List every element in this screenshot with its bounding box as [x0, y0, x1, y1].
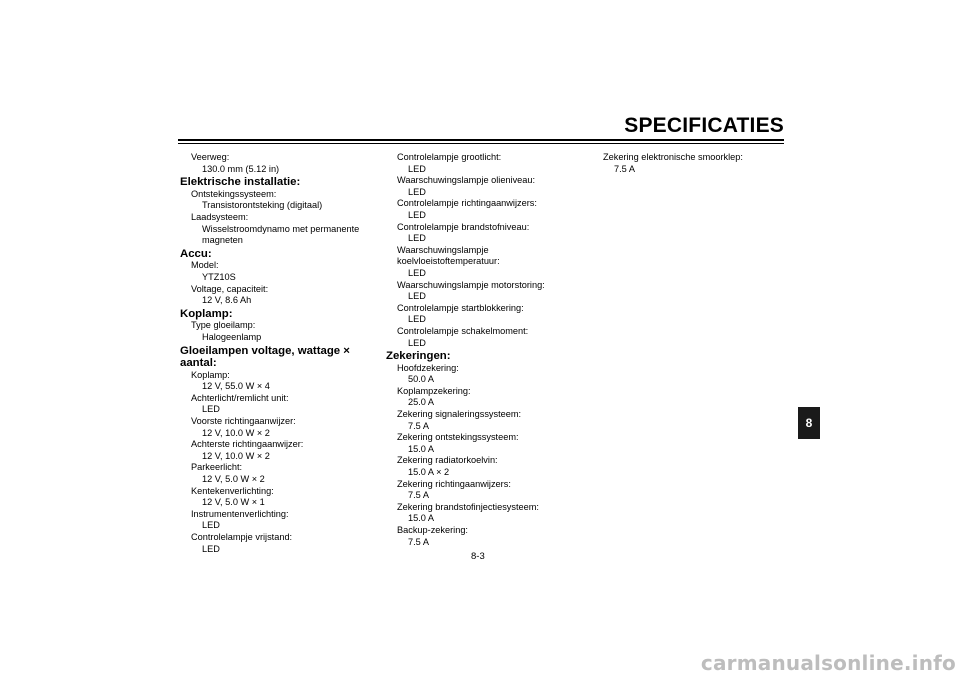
- spec-label: Model:: [191, 260, 219, 271]
- section-heading: Zekeringen:: [386, 350, 451, 363]
- spec-label: Zekering richtingaanwijzers:: [397, 478, 511, 489]
- header-rule-thick: [178, 139, 784, 141]
- spec-value: LED: [202, 520, 220, 531]
- spec-value: LED: [408, 314, 426, 325]
- spec-label: Voltage, capaciteit:: [191, 283, 269, 294]
- spec-label: Kentekenverlichting:: [191, 485, 274, 496]
- watermark: carmanualsonline.info: [700, 651, 956, 675]
- spec-label: Instrumentenverlichting:: [191, 508, 289, 519]
- chapter-tab: 8: [798, 407, 820, 439]
- spec-label: Waarschuwingslampje olieniveau:: [397, 175, 536, 186]
- spec-value: 12 V, 10.0 W × 2: [202, 450, 270, 461]
- spec-value: 12 V, 10.0 W × 2: [202, 427, 270, 438]
- spec-label: Controlelampje vrijstand:: [191, 532, 293, 542]
- spec-value: LED: [202, 404, 220, 415]
- spec-value: LED: [408, 209, 426, 220]
- spec-label: Hoofdzekering:: [397, 362, 459, 373]
- spec-label: koelvloeistoftemperatuur:: [397, 256, 500, 267]
- spec-label: Type gloeilamp:: [191, 320, 256, 331]
- spec-value: YTZ10S: [202, 271, 236, 282]
- spec-label: Achterlicht/remlicht unit:: [191, 392, 289, 403]
- spec-column-1: [180, 152, 380, 555]
- spec-label: Controlelampje schakelmoment:: [397, 325, 529, 336]
- spec-value: 12 V, 5.0 W × 2: [202, 474, 265, 485]
- spec-value: 12 V, 8.6 Ah: [202, 295, 252, 306]
- spec-label: Ontstekingssysteem:: [191, 188, 277, 199]
- spec-label: Waarschuwingslampje: [397, 244, 489, 255]
- spec-value: Transistorontsteking (digitaal): [202, 200, 323, 211]
- spec-label: Zekering ontstekingssysteem:: [397, 432, 519, 443]
- spec-value: 50.0 A: [408, 374, 435, 385]
- spec-label: Zekering elektronische smoorklep:: [603, 152, 743, 162]
- spec-label: Zekering brandstofinjectiesysteem:: [397, 501, 539, 512]
- spec-value: LED: [408, 337, 426, 348]
- spec-label: Achterste richtingaanwijzer:: [191, 439, 304, 450]
- spec-value: 130.0 mm (5.12 in): [202, 163, 280, 174]
- page-number: 8-3: [471, 551, 485, 562]
- spec-label: Parkeerlicht:: [191, 462, 243, 473]
- spec-label: Controlelampje startblokkering:: [397, 302, 524, 313]
- spec-label: Controlelampje brandstofniveau:: [397, 221, 530, 232]
- spec-value: LED: [408, 291, 426, 302]
- spec-value: LED: [408, 233, 426, 244]
- spec-value: Halogeenlamp: [202, 331, 262, 342]
- spec-column-3: [592, 152, 792, 175]
- spec-value: LED: [202, 543, 220, 554]
- spec-value: LED: [408, 186, 426, 197]
- spec-label: Veerweg:: [191, 152, 230, 162]
- spec-value: 12 V, 5.0 W × 1: [202, 497, 265, 508]
- spec-value: 25.0 A: [408, 397, 435, 408]
- spec-value: 7.5 A: [614, 163, 635, 174]
- section-heading: Gloeilampen voltage, wattage × aantal:: [180, 344, 350, 370]
- spec-value: magneten: [202, 235, 243, 246]
- section-heading: Koplamp:: [180, 307, 233, 320]
- spec-value: Wisselstroomdynamo met permanente: [202, 223, 360, 234]
- spec-value: 15.0 A × 2: [408, 467, 450, 478]
- section-heading: Elektrische installatie:: [180, 176, 301, 189]
- spec-column-2: [386, 152, 586, 548]
- spec-label: Controlelampje richtingaanwijzers:: [397, 198, 537, 209]
- spec-value: 12 V, 55.0 W × 4: [202, 381, 270, 392]
- spec-label: Zekering radiatorkoelvin:: [397, 455, 498, 466]
- spec-value: 7.5 A: [408, 490, 429, 501]
- spec-value: LED: [408, 163, 426, 174]
- spec-value: 7.5 A: [408, 420, 429, 431]
- spec-label: Backup-zekering:: [397, 525, 468, 535]
- spec-value: 15.0 A: [408, 513, 435, 524]
- header-rule-thin: [178, 143, 784, 144]
- spec-value: LED: [408, 267, 426, 278]
- spec-value: 15.0 A: [408, 443, 435, 454]
- spec-value: 7.5 A: [408, 536, 429, 547]
- spec-label: Laadsysteem:: [191, 211, 249, 222]
- spec-label: Voorste richtingaanwijzer:: [191, 416, 296, 427]
- spec-label: Zekering signaleringssysteem:: [397, 409, 522, 420]
- spec-label: Controlelampje grootlicht:: [397, 152, 502, 162]
- spec-label: Koplamp:: [191, 369, 230, 380]
- section-heading: Accu:: [180, 247, 212, 260]
- spec-label: Koplampzekering:: [397, 385, 471, 396]
- spec-label: Waarschuwingslampje motorstoring:: [397, 279, 545, 290]
- page-title: SPECIFICATIES: [624, 114, 784, 137]
